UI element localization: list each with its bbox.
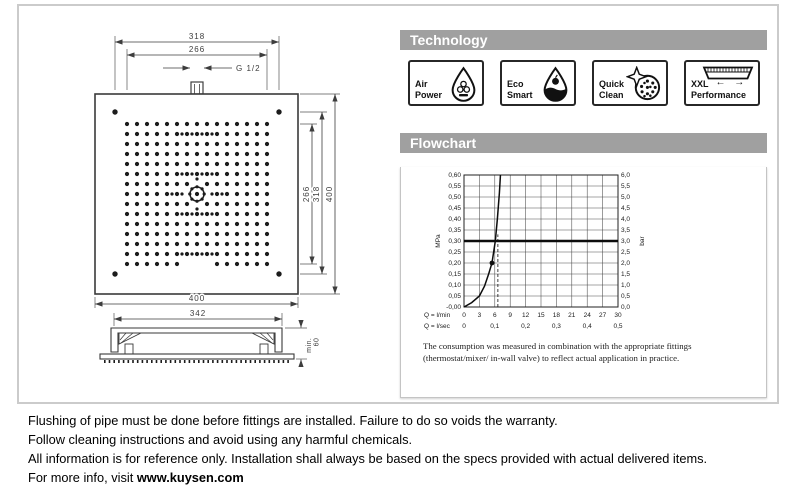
dim-label-266-right: 266 — [302, 185, 311, 203]
svg-text:2,0: 2,0 — [621, 260, 631, 268]
dim-label-400-right: 400 — [325, 185, 334, 203]
technical-drawing — [29, 14, 364, 374]
svg-text:0,1: 0,1 — [490, 323, 500, 330]
flowchart-title: Flowchart — [410, 135, 477, 151]
svg-text:0,5: 0,5 — [621, 293, 631, 301]
spread-arrows-icon: ← → — [715, 77, 748, 89]
svg-text:0,10: 0,10 — [448, 282, 461, 290]
dim-label-318-top: 318 — [188, 32, 206, 41]
svg-text:3,5: 3,5 — [621, 227, 631, 235]
svg-text:21: 21 — [568, 312, 576, 319]
svg-text:0,05: 0,05 — [448, 293, 461, 301]
svg-text:-0,00: -0,00 — [446, 304, 461, 312]
svg-text:0,4: 0,4 — [582, 323, 592, 330]
note-line: Flushing of pipe must be done before fittings are installed. Failure to do so voids the warranty. — [28, 413, 558, 428]
svg-text:6,0: 6,0 — [621, 172, 631, 180]
svg-text:0: 0 — [462, 312, 466, 319]
tech-tile-air-power — [408, 60, 484, 106]
svg-text:0,40: 0,40 — [448, 216, 461, 224]
side-profile — [100, 328, 294, 362]
svg-text:0,5: 0,5 — [613, 323, 623, 330]
quick-clean-icon — [626, 66, 663, 103]
svg-text:0,20: 0,20 — [448, 260, 461, 268]
svg-text:bar: bar — [639, 236, 646, 246]
svg-text:0,25: 0,25 — [448, 249, 461, 257]
tech-tile-label: Air Power — [415, 79, 443, 100]
svg-text:15: 15 — [537, 312, 545, 319]
tech-tile-label: Quick Clean — [599, 79, 625, 100]
svg-text:0,50: 0,50 — [448, 194, 461, 202]
note-line-more-info: For more info, visit www.kuysen.com — [28, 470, 244, 485]
svg-text:0,15: 0,15 — [448, 271, 461, 279]
tech-tile-xxl-performance — [684, 60, 760, 106]
tech-tile-eco-smart — [500, 60, 576, 106]
svg-text:4,0: 4,0 — [621, 216, 631, 224]
svg-text:6: 6 — [492, 312, 497, 319]
tech-tile-label: XXL ← → Performance — [691, 77, 748, 100]
svg-text:0,3: 0,3 — [551, 323, 561, 330]
eco-smart-icon — [541, 66, 570, 103]
air-power-icon — [449, 66, 478, 103]
svg-text:1,0: 1,0 — [621, 282, 631, 290]
tech-tile-quick-clean — [592, 60, 668, 106]
spec-frame — [17, 4, 779, 404]
note-line: Follow cleaning instructions and avoid using any harmful chemicals. — [28, 432, 413, 447]
tech-tile-label: Eco Smart — [507, 79, 533, 100]
technology-header — [400, 30, 767, 50]
note-line: All information is for reference only. Installation shall always be based on the specs provided with actual delivered items. — [28, 451, 708, 466]
chart-caption: The consumption was measured in combination with the appropriate fittings (thermostat/mixer/ in-wall valve) to reflect actual application in practice. — [423, 341, 692, 363]
technology-title: Technology — [410, 32, 488, 48]
dim-label-266-top: 266 — [188, 45, 206, 54]
svg-text:12: 12 — [521, 312, 530, 319]
svg-text:27: 27 — [598, 312, 607, 319]
svg-text:Q = l/sec: Q = l/sec — [424, 323, 450, 330]
svg-text:0,35: 0,35 — [448, 227, 461, 235]
technology-tiles — [400, 60, 767, 106]
svg-text:0,0: 0,0 — [621, 304, 631, 312]
svg-text:0,30: 0,30 — [448, 238, 461, 246]
svg-text:0,2: 0,2 — [521, 323, 531, 330]
website-link[interactable]: www.kuysen.com — [136, 470, 244, 485]
svg-text:24: 24 — [583, 312, 591, 319]
svg-text:0,60: 0,60 — [448, 172, 461, 180]
flowchart-body — [400, 167, 767, 398]
svg-text:Q = l/min: Q = l/min — [424, 312, 451, 319]
svg-text:MPa: MPa — [435, 234, 442, 248]
svg-text:4,5: 4,5 — [621, 205, 631, 213]
svg-text:0,55: 0,55 — [448, 183, 461, 191]
technology-section — [400, 30, 767, 106]
svg-text:3,0: 3,0 — [621, 238, 631, 246]
dim-label-342: 342 — [189, 309, 207, 318]
flowchart-header — [400, 133, 767, 153]
svg-text:3: 3 — [477, 312, 482, 319]
svg-text:5,0: 5,0 — [621, 194, 631, 202]
dim-label-318-right: 318 — [312, 185, 321, 203]
dim-label-g12: G 1/2 — [236, 64, 261, 73]
svg-text:5,5: 5,5 — [621, 183, 631, 191]
footer-notes — [28, 411, 707, 487]
flow-rate-chart — [423, 167, 675, 337]
svg-text:18: 18 — [552, 312, 561, 319]
svg-text:1,5: 1,5 — [621, 271, 631, 279]
center-nozzle — [195, 192, 199, 196]
flowchart-section — [400, 133, 767, 398]
svg-text:0,45: 0,45 — [448, 205, 461, 213]
svg-text:30: 30 — [614, 312, 622, 319]
svg-text:9: 9 — [508, 312, 513, 319]
svg-text:0: 0 — [462, 323, 466, 330]
svg-text:2,5: 2,5 — [621, 249, 631, 257]
water-connector — [191, 82, 203, 94]
dim-label-min-60: min. 60 — [306, 337, 321, 353]
dim-label-400-bottom: 400 — [188, 294, 206, 303]
